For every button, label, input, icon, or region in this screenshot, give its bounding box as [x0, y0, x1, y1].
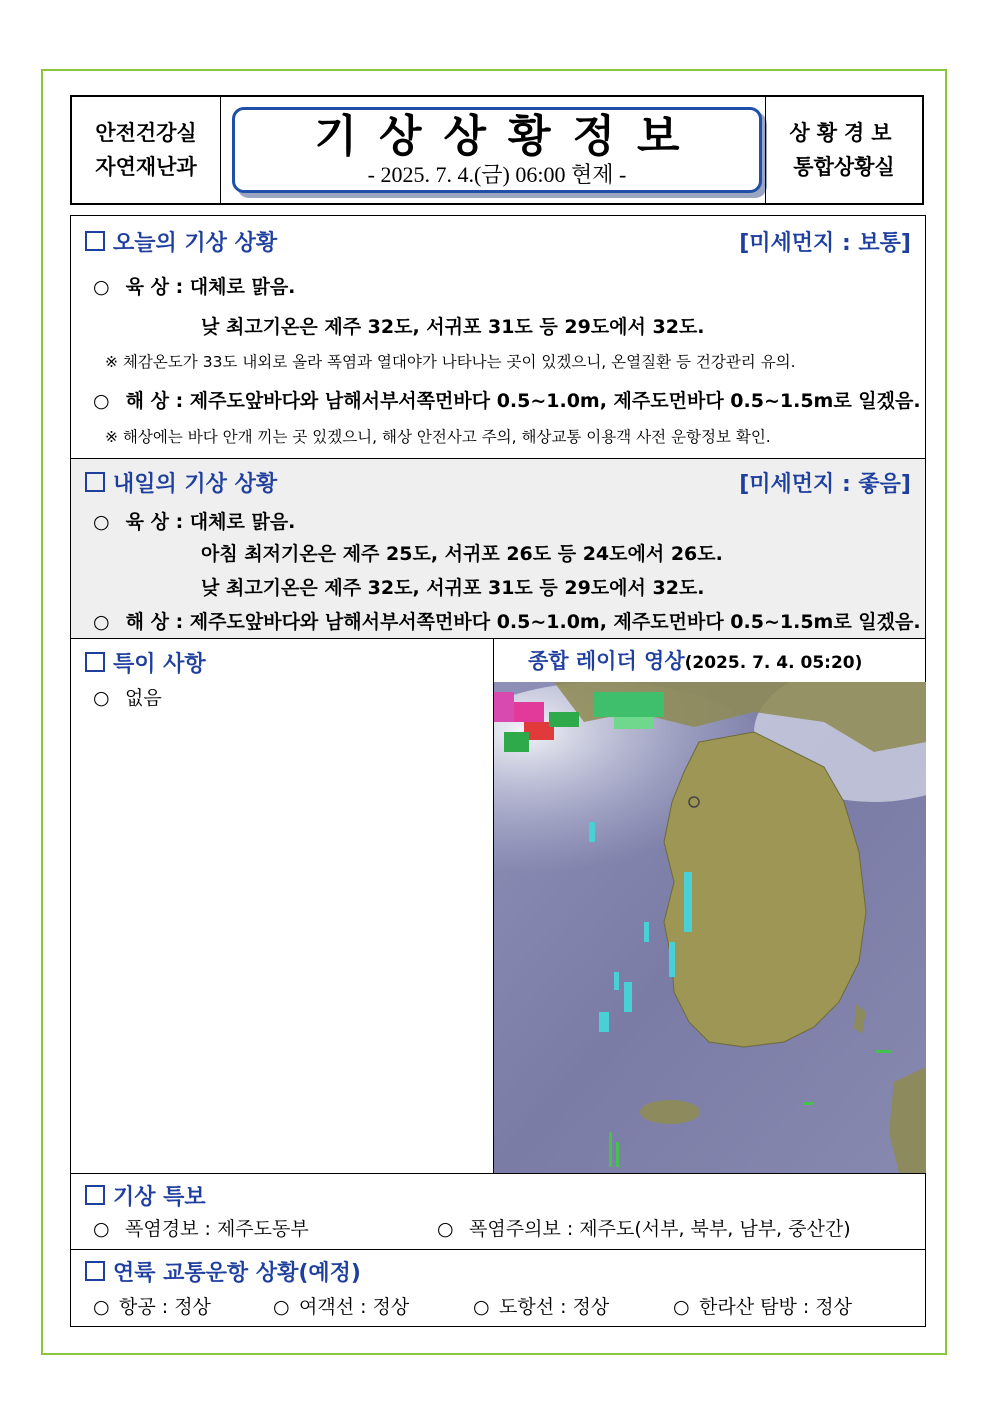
- tomorrow-sea-text: 제주도앞바다와 남해서부서쪽먼바다 0.5~1.0m, 제주도먼바다 0.5~1.5m로 일겠음.: [189, 611, 921, 633]
- office-line-2: 통합상황실: [793, 155, 895, 179]
- tomorrow-land-label: 육 상 :: [125, 511, 184, 533]
- tomorrow-sea-line: [93, 607, 921, 634]
- heatwave-advisory: ○ 폭염주의보 : 제주도(서부, 북부, 남부, 중산간): [437, 1218, 851, 1240]
- report-header: [70, 95, 924, 205]
- tomorrow-land-high: 낮 최고기온은 제주 32도, 서귀포 31도 등 29도에서 32도.: [201, 577, 705, 599]
- traffic-section: [71, 1250, 925, 1326]
- tomorrow-land-sky: 대체로 맑음.: [189, 511, 296, 533]
- department-line-2: 자연재난과: [95, 155, 197, 179]
- today-land-label: 육 상 :: [125, 276, 184, 298]
- traffic-island-ferry: ○ 도항선 : 정상: [473, 1296, 610, 1318]
- special-item: ○ 없음: [93, 687, 162, 709]
- tomorrow-weather-section: [71, 459, 925, 639]
- title-box: [232, 107, 762, 193]
- today-land-line: [93, 272, 295, 299]
- circle-bullet-icon: ○: [93, 611, 110, 633]
- radar-title: 종합 레이더 영상(2025. 7. 4. 05:20): [528, 649, 863, 673]
- special-heading: 특이 사항: [85, 647, 206, 678]
- checkbox-icon: [85, 472, 105, 492]
- today-heading: 오늘의 기상 상황: [85, 226, 277, 257]
- warning-heading: 기상 특보: [85, 1180, 206, 1211]
- radar-jeju-island: [640, 1100, 700, 1124]
- today-sea-label: 해 상 :: [125, 390, 184, 412]
- traffic-air: ○ 항공 : 정상: [93, 1296, 211, 1318]
- today-sea-note: ※ 해상에는 바다 안개 끼는 곳 있겠으니, 해상 안전사고 주의, 해상교통 이용객 사전 운항정보 확인.: [105, 428, 771, 446]
- circle-bullet-icon: ○: [473, 1296, 490, 1318]
- office-block: [765, 97, 922, 203]
- circle-bullet-icon: ○: [93, 1218, 110, 1240]
- radar-image: [494, 682, 926, 1173]
- circle-bullet-icon: ○: [93, 1296, 110, 1318]
- today-land-high: 낮 최고기온은 제주 32도, 서귀포 31도 등 29도에서 32도.: [201, 316, 705, 338]
- circle-bullet-icon: ○: [273, 1296, 290, 1318]
- tomorrow-dust-level: [미세먼지 : 좋음]: [739, 472, 911, 497]
- tomorrow-heading: 내일의 기상 상황: [85, 467, 277, 498]
- checkbox-icon: [85, 231, 105, 251]
- tomorrow-sea-label: 해 상 :: [125, 611, 184, 633]
- special-and-radar-section: [71, 639, 925, 1174]
- tomorrow-land-line: [93, 507, 295, 534]
- today-land-note: ※ 체감온도가 33도 내외로 올라 폭염과 열대야가 나타나는 곳이 있겠으니, 온열질환 등 건강관리 유의.: [105, 353, 796, 371]
- circle-bullet-icon: ○: [93, 276, 110, 298]
- heatwave-warning: ○ 폭염경보 : 제주도동부: [93, 1218, 309, 1240]
- traffic-heading: 연륙 교통운항 상황(예정): [85, 1256, 361, 1287]
- today-weather-section: [71, 216, 925, 459]
- report-date: - 2025. 7. 4.(금) 06:00 현제 -: [367, 162, 627, 187]
- checkbox-icon: [85, 652, 105, 672]
- today-sea-text: 제주도앞바다와 남해서부서쪽먼바다 0.5~1.0m, 제주도먼바다 0.5~1.5m로 일겠음.: [189, 390, 921, 412]
- checkbox-icon: [85, 1185, 105, 1205]
- department-block: [72, 97, 221, 203]
- report-title: 기상상황정보: [314, 111, 702, 162]
- today-land-sky: 대체로 맑음.: [189, 276, 296, 298]
- today-dust-level: [미세먼지 : 보통]: [739, 231, 911, 256]
- today-sea-line: [93, 386, 921, 413]
- weather-warning-section: [71, 1174, 925, 1250]
- radar-timestamp: (2025. 7. 4. 05:20): [684, 653, 863, 673]
- circle-bullet-icon: ○: [437, 1218, 454, 1240]
- traffic-hallasan: ○ 한라산 탐방 : 정상: [673, 1296, 852, 1318]
- tomorrow-land-low: 아침 최저기온은 제주 25도, 서귀포 26도 등 24도에서 26도.: [201, 543, 723, 565]
- checkbox-icon: [85, 1261, 105, 1281]
- traffic-ferry: ○ 여객선 : 정상: [273, 1296, 410, 1318]
- department-line-1: 안전건강실: [95, 121, 197, 145]
- circle-bullet-icon: ○: [93, 511, 110, 533]
- report-body: [70, 215, 926, 1327]
- office-line-1: 상황경보: [789, 121, 899, 145]
- circle-bullet-icon: ○: [93, 687, 110, 709]
- circle-bullet-icon: ○: [93, 390, 110, 412]
- radar-panel: [493, 639, 926, 1174]
- circle-bullet-icon: ○: [673, 1296, 690, 1318]
